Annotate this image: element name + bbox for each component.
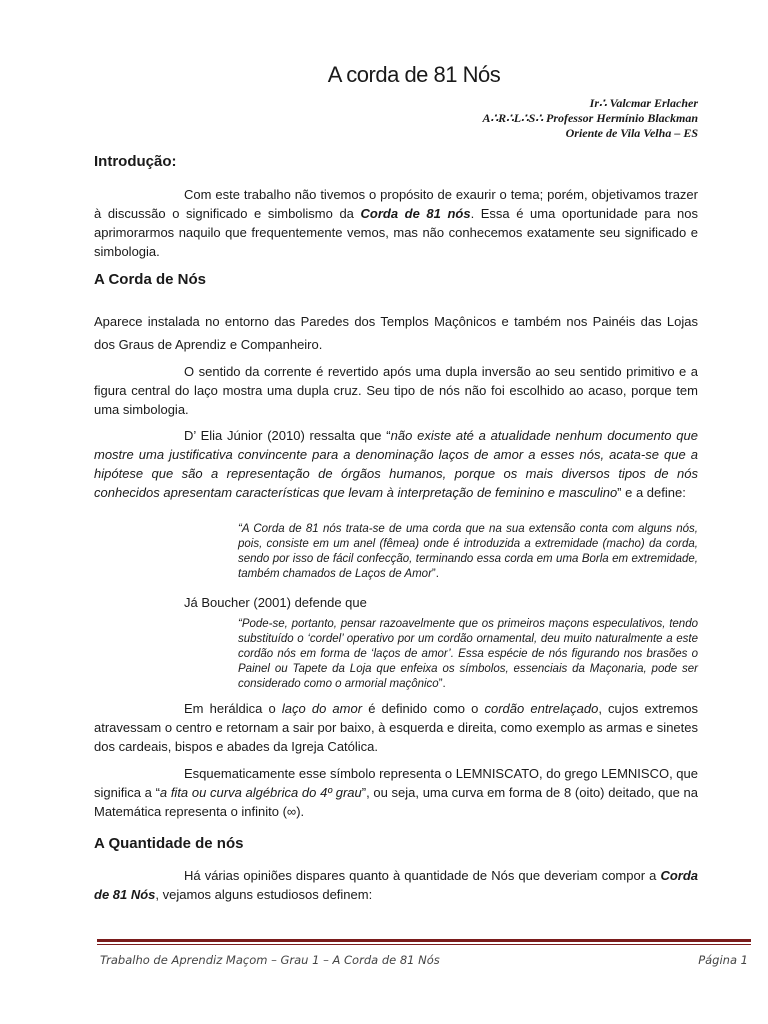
- quantidade-emphasis: Corda de 81 Nós: [94, 868, 698, 902]
- boucher-intro: Já Boucher (2001) defende que: [184, 595, 367, 610]
- intro-paragraph: [94, 185, 698, 261]
- block-quote-1: “A Corda de 81 nós trata-se de uma corda que na sua extensão conta com alguns nós, pois, consiste em um anel (fêmea) onde é introduzida a extremidade (macho) da corda, sendo por isso de fácil confecção, terminando essa corda em uma Borla em extremidade, também chamados de Laços de Amor”.: [238, 523, 698, 580]
- footer-title: Trabalho de Aprendiz Maçom – Grau 1 – A Corda de 81 Nós: [100, 953, 440, 967]
- footer-rule-thin: [97, 944, 751, 945]
- corda-heading: A Corda de Nós: [94, 271, 206, 288]
- document-title: A corda de 81 Nós: [327, 62, 501, 87]
- corda-paragraph-2: O sentido da corrente é revertido após uma dupla inversão ao seu sentido primitivo e a figura central do laço mostra uma dupla cruz. Seu tipo de nós não foi escolhido ao acaso, porque tem uma simbologia.: [94, 364, 698, 417]
- delia-end: ” e a define:: [617, 485, 686, 500]
- lemniscato-definition: a fita ou curva algébrica do 4º grau: [159, 785, 362, 800]
- block-quote-2: “Pode-se, portanto, pensar razoavelmente que os primeiros maçons especulativos, tendo substituído o ‘cordel’ operativo por um cordão ornamental, deu muito naturalmente a este cordão nós em forma de ‘laços de amor’. Essa espécie de nós figurando nos brasões o Painel ou Tapete da Loja que enfeixa os símbolos, essenciais da Maçonaria, pode ser considerado como o armorial maçônico”.: [238, 618, 698, 690]
- author-location: Oriente de Vila Velha – ES: [565, 126, 698, 140]
- heraldica-paragraph: Em heráldica o laço do amor é definido como o cordão entrelaçado, cujos extremos atravessam o centro e retornam a sair por baixo, à esquerda e direita, como exemplo as armas e sinetes dos cardeais, bispos e abades da Igreja Católica.: [94, 701, 698, 754]
- intro-text-2: . Essa é uma oportunidade para nos aprimorarmos naquilo que frequentemente vemos, mas não conhecemos exatamente seu significado e simbologia.: [94, 206, 698, 259]
- corda-paragraph-3: [94, 426, 698, 502]
- corda-paragraph-1: Aparece instalada no entorno das Paredes dos Templos Maçônicos e também nos Painéis das Lojas dos Graus de Aprendiz e Companheiro.: [94, 314, 698, 352]
- author-name: Ir∴ Valcmar Erlacher: [589, 96, 698, 110]
- page-number: Página 1: [698, 953, 748, 967]
- intro-heading: Introdução:: [94, 153, 177, 170]
- footer-rule-thick: [97, 939, 751, 942]
- intro-emphasis: Corda de 81 nós: [360, 206, 471, 221]
- delia-quote: não existe até a atualidade nenhum documento que mostre uma justificativa convincente para a denominação laços de amor a esses nós, acata-se que a hipótese que são a representação de órgãos humanos, porque os mais diversos tipos de nós conhecidos apresentam características que levam à interpretação de feminino e masculino: [94, 428, 698, 500]
- laco-do-amor: laço do amor: [281, 701, 363, 716]
- author-lodge: A∴R∴L∴S∴ Professor Hermínio Blackman: [482, 111, 698, 125]
- quantidade-paragraph: Há várias opiniões dispares quanto à quantidade de Nós que deveriam compor a Corda de 81 Nós, vejamos alguns estudiosos definem:: [94, 868, 698, 902]
- intro-text-1: Com este trabalho não tivemos o propósito de exaurir o tema; porém, objetivamos trazer à discussão o significado e simbolismo da: [94, 187, 698, 221]
- quantidade-heading: A Quantidade de nós: [94, 835, 244, 852]
- author-block: [482, 96, 698, 141]
- delia-intro: D’ Elia Júnior (2010) ressalta que “: [184, 428, 391, 443]
- cordao-entrelacado: cordão entrelaçado: [484, 701, 599, 716]
- lemniscato-paragraph: Esquematicamente esse símbolo representa o LEMNISCATO, do grego LEMNISCO, que significa a “a fita ou curva algébrica do 4º grau”, ou seja, uma curva em forma de 8 (oito) deitado, que na Matemática representa o infinito (∞).: [94, 766, 698, 819]
